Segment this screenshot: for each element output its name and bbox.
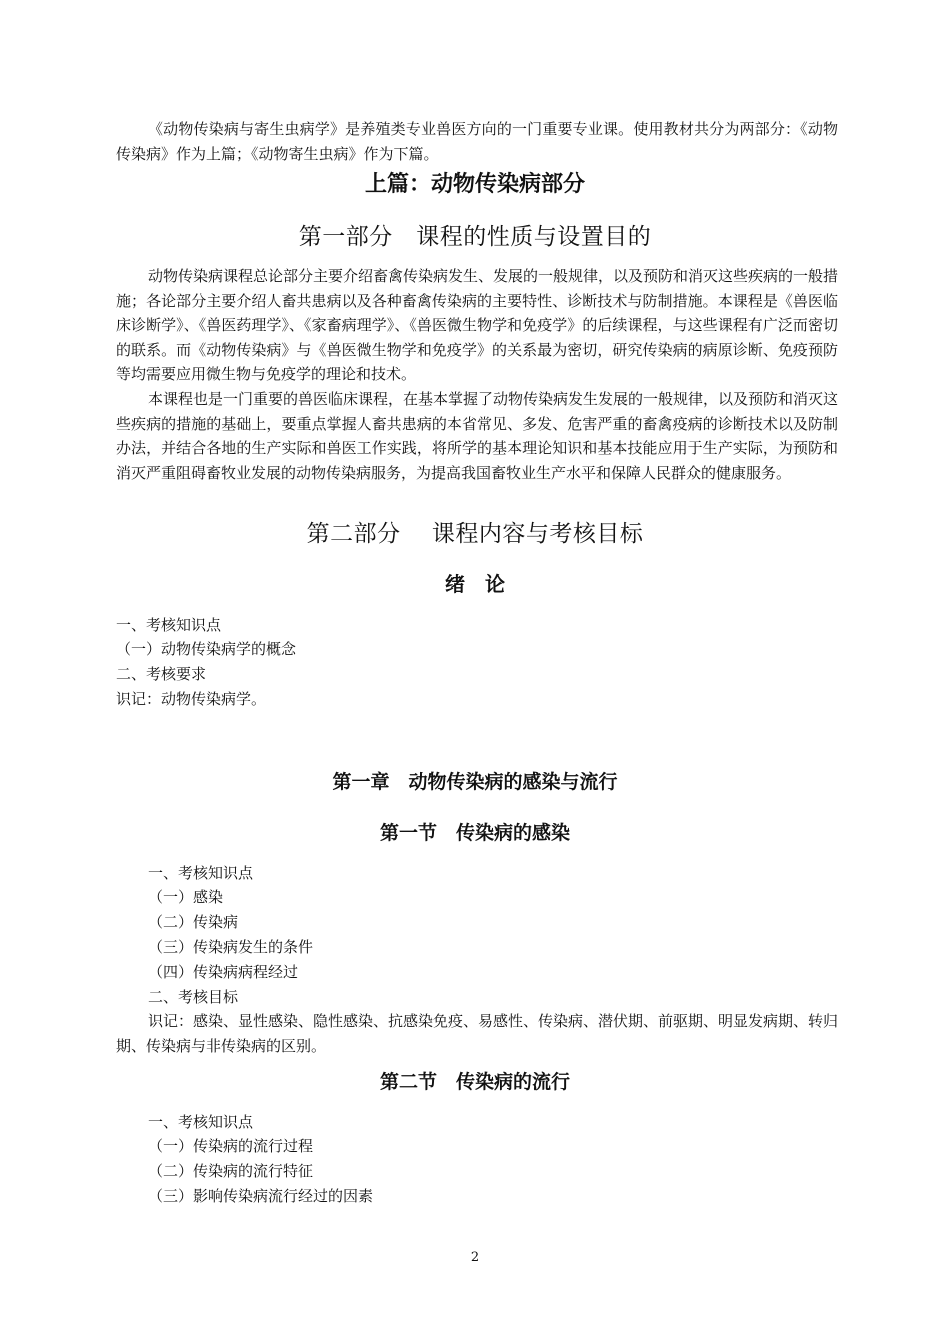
section1-memo-paragraph: 识记：感染、显性感染、隐性感染、抗感染免疫、易感性、传染病、潜伏期、前驱期、明显发病期、转归期、传染病与非传染病的区别。 (116, 1012, 839, 1055)
part1-paragraph-1: 动物传染病课程总论部分主要介绍畜禽传染病发生、发展的一般规律，以及预防和消灭这些疾病的一般措施；各论部分主要介绍人畜共患病以及各种畜禽传染病的主要特性、诊断技术与防制措施。本课程是《兽医临床诊断学》、《兽医药理学》、《家畜病理学》、《兽医微生物学和免疫学》的后续课程，与这些课程有广泛而密切的联系。而《动物传染病》与《兽医微生物学和免疫学》的关系最为密切，研究传染病的病原诊断、免疫预防等均需要应用微生物与免疫学的理论和技术。 (116, 267, 839, 383)
intro-line: 识记：动物传染病学。 (116, 690, 267, 708)
section1-line: （二）传染病 (148, 913, 239, 931)
part2-title: 第二部分 课程内容与考核目标 (306, 521, 644, 547)
section2-line: （二）传染病的流行特征 (148, 1162, 314, 1180)
page-number: 2 (470, 1250, 480, 1265)
section2-title: 第二节 传染病的流行 (379, 1071, 570, 1093)
part1-title: 第一部分 课程的性质与设置目的 (298, 224, 652, 250)
section2-line: 一、考核知识点 (148, 1113, 254, 1131)
chapter1-title: 第一章 动物传染病的感染与流行 (332, 771, 618, 793)
section1-line: 一、考核知识点 (148, 864, 254, 882)
volume-title: 上篇：动物传染病部分 (364, 172, 585, 197)
part1-paragraph-2: 本课程也是一门重要的兽医临床课程，在基本掌握了动物传染病发生发展的一般规律，以及预防和消灭这些疾病的措施的基础上，要重点掌握人畜共患病的本省常见、多发、危害严重的畜禽疫病的诊断技术以及防制办法，并结合各地的生产实际和兽医工作实践，将所学的基本理论知识和基本技能应用于生产实际，为预防和消灭严重阻碍畜牧业发展的动物传染病服务，为提高我国畜牧业生产水平和保障人民群众的健康服务。 (116, 390, 839, 482)
section2-line: （三）影响传染病流行经过的因素 (148, 1187, 374, 1205)
intro-line: （一）动物传染病学的概念 (116, 640, 297, 658)
intro-paragraph: 《动物传染病与寄生虫病学》是养殖类专业兽医方向的一门重要专业课。使用教材共分为两部分：《动物传染病》作为上篇；《动物寄生虫病》作为下篇。 (116, 120, 838, 163)
section1-line: （一）感染 (148, 888, 224, 906)
section1-title: 第一节 传染病的感染 (379, 822, 570, 844)
intro-line: 一、考核知识点 (116, 616, 222, 634)
intro-line: 二、考核要求 (116, 665, 207, 683)
section1-line: （三）传染病发生的条件 (148, 938, 314, 956)
intro-section-title: 绪 论 (445, 572, 505, 596)
section1-line: 二、考核目标 (148, 988, 239, 1006)
section1-line: （四）传染病病程经过 (148, 963, 299, 981)
section2-line: （一）传染病的流行过程 (148, 1137, 314, 1155)
